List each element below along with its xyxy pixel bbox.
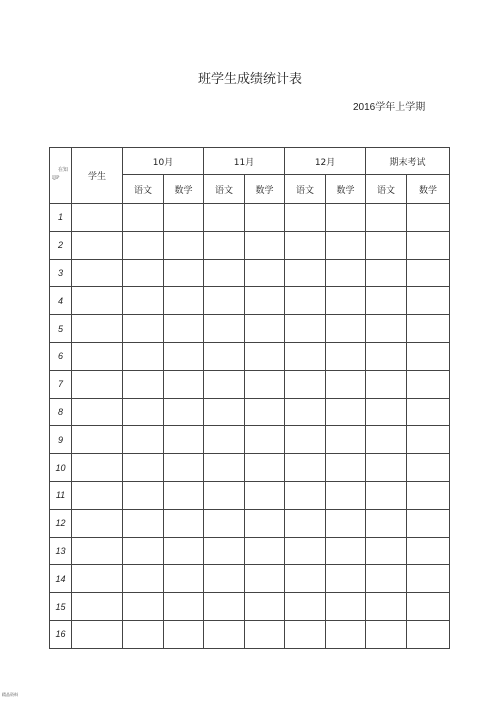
score-cell[interactable] bbox=[326, 398, 366, 426]
score-cell[interactable] bbox=[366, 204, 407, 232]
corner-label-top: 在知 bbox=[58, 167, 69, 173]
page-title: 班学生成绩统计表 bbox=[197, 72, 302, 87]
table-row bbox=[50, 509, 450, 537]
score-cell[interactable] bbox=[285, 426, 326, 454]
footer-note: 精品资料 bbox=[2, 692, 18, 697]
row-number: 13 bbox=[50, 537, 72, 565]
student-name-cell[interactable] bbox=[72, 231, 123, 259]
score-cell[interactable] bbox=[366, 342, 407, 370]
score-cell[interactable] bbox=[245, 204, 285, 232]
score-cell[interactable] bbox=[245, 593, 285, 621]
score-cell[interactable] bbox=[407, 481, 450, 509]
score-cell[interactable] bbox=[366, 620, 407, 648]
score-cell[interactable] bbox=[164, 454, 204, 482]
score-cell[interactable] bbox=[204, 398, 245, 426]
score-cell[interactable] bbox=[326, 481, 366, 509]
student-name-cell[interactable] bbox=[72, 454, 123, 482]
table-row bbox=[50, 204, 450, 232]
score-cell[interactable] bbox=[407, 593, 450, 621]
score-cell[interactable] bbox=[164, 426, 204, 454]
table-row bbox=[50, 593, 450, 621]
student-name-cell[interactable] bbox=[72, 259, 123, 287]
score-cell[interactable] bbox=[285, 315, 326, 343]
score-cell[interactable] bbox=[245, 287, 285, 315]
score-cell[interactable] bbox=[123, 342, 164, 370]
score-cell[interactable] bbox=[326, 509, 366, 537]
score-cell[interactable] bbox=[366, 454, 407, 482]
score-cell[interactable] bbox=[204, 481, 245, 509]
score-cell[interactable] bbox=[164, 593, 204, 621]
score-cell[interactable] bbox=[204, 537, 245, 565]
score-cell[interactable] bbox=[204, 454, 245, 482]
score-cell[interactable] bbox=[285, 204, 326, 232]
score-cell[interactable] bbox=[204, 509, 245, 537]
student-name-cell[interactable] bbox=[72, 509, 123, 537]
table-row bbox=[50, 481, 450, 509]
score-cell[interactable] bbox=[164, 537, 204, 565]
score-cell[interactable] bbox=[366, 370, 407, 398]
score-cell[interactable] bbox=[164, 370, 204, 398]
row-number: 16 bbox=[50, 620, 72, 648]
score-cell[interactable] bbox=[245, 231, 285, 259]
header-row-months bbox=[50, 148, 450, 175]
subject-header: 数学 bbox=[407, 175, 450, 204]
student-name-cell[interactable] bbox=[72, 204, 123, 232]
score-cell[interactable] bbox=[285, 398, 326, 426]
subject-header: 数学 bbox=[164, 175, 204, 204]
score-cell[interactable] bbox=[164, 481, 204, 509]
score-cell[interactable] bbox=[326, 426, 366, 454]
score-cell[interactable] bbox=[326, 342, 366, 370]
score-cell[interactable] bbox=[285, 370, 326, 398]
score-cell[interactable] bbox=[366, 287, 407, 315]
score-cell[interactable] bbox=[285, 537, 326, 565]
score-cell[interactable] bbox=[164, 398, 204, 426]
row-number: 15 bbox=[50, 593, 72, 621]
score-cell[interactable] bbox=[407, 398, 450, 426]
row-number: 8 bbox=[50, 398, 72, 426]
score-cell[interactable] bbox=[123, 315, 164, 343]
score-cell[interactable] bbox=[245, 509, 285, 537]
student-name-cell[interactable] bbox=[72, 315, 123, 343]
table-row bbox=[50, 454, 450, 482]
score-cell[interactable] bbox=[285, 620, 326, 648]
score-cell[interactable] bbox=[285, 454, 326, 482]
score-cell[interactable] bbox=[366, 231, 407, 259]
score-cell[interactable] bbox=[164, 342, 204, 370]
score-cell[interactable] bbox=[285, 259, 326, 287]
table-row bbox=[50, 259, 450, 287]
score-cell[interactable] bbox=[204, 315, 245, 343]
score-cell[interactable] bbox=[245, 342, 285, 370]
score-cell[interactable] bbox=[407, 565, 450, 593]
score-cell[interactable] bbox=[123, 287, 164, 315]
subject-header: 语文 bbox=[204, 175, 245, 204]
score-cell[interactable] bbox=[366, 398, 407, 426]
score-cell[interactable] bbox=[407, 620, 450, 648]
score-cell[interactable] bbox=[123, 426, 164, 454]
table-row bbox=[50, 398, 450, 426]
score-cell[interactable] bbox=[285, 593, 326, 621]
score-cell[interactable] bbox=[123, 204, 164, 232]
table-row bbox=[50, 370, 450, 398]
score-cell[interactable] bbox=[326, 287, 366, 315]
term-label: 2016学年上学期 bbox=[353, 102, 426, 113]
score-cell[interactable] bbox=[407, 370, 450, 398]
score-cell[interactable] bbox=[204, 565, 245, 593]
score-cell[interactable] bbox=[123, 481, 164, 509]
score-cell[interactable] bbox=[245, 398, 285, 426]
row-number: 2 bbox=[50, 231, 72, 259]
score-cell[interactable] bbox=[164, 315, 204, 343]
score-cell[interactable] bbox=[204, 259, 245, 287]
score-cell[interactable] bbox=[164, 620, 204, 648]
score-cell[interactable] bbox=[366, 537, 407, 565]
row-number: 6 bbox=[50, 342, 72, 370]
subject-header: 数学 bbox=[326, 175, 366, 204]
score-cell[interactable] bbox=[326, 370, 366, 398]
student-name-cell[interactable] bbox=[72, 398, 123, 426]
corner-label-bottom: IJP bbox=[52, 175, 60, 181]
month-header: 10月 bbox=[123, 148, 204, 175]
score-cell[interactable] bbox=[407, 287, 450, 315]
score-cell[interactable] bbox=[123, 565, 164, 593]
score-cell[interactable] bbox=[285, 231, 326, 259]
student-name-cell[interactable] bbox=[72, 426, 123, 454]
score-cell[interactable] bbox=[245, 370, 285, 398]
score-cell[interactable] bbox=[204, 370, 245, 398]
score-cell[interactable] bbox=[407, 509, 450, 537]
score-cell[interactable] bbox=[204, 204, 245, 232]
score-cell[interactable] bbox=[164, 287, 204, 315]
score-cell[interactable] bbox=[407, 342, 450, 370]
row-number: 12 bbox=[50, 509, 72, 537]
score-cell[interactable] bbox=[123, 259, 164, 287]
student-name-cell[interactable] bbox=[72, 565, 123, 593]
score-cell[interactable] bbox=[123, 537, 164, 565]
table-row bbox=[50, 231, 450, 259]
score-cell[interactable] bbox=[164, 565, 204, 593]
score-cell[interactable] bbox=[366, 315, 407, 343]
score-cell[interactable] bbox=[164, 204, 204, 232]
score-cell[interactable] bbox=[326, 537, 366, 565]
table-row bbox=[50, 565, 450, 593]
table-row bbox=[50, 342, 450, 370]
student-header: 学生 bbox=[72, 148, 123, 204]
score-cell[interactable] bbox=[326, 620, 366, 648]
score-cell[interactable] bbox=[285, 565, 326, 593]
student-name-cell[interactable] bbox=[72, 481, 123, 509]
score-cell[interactable] bbox=[366, 426, 407, 454]
score-cell[interactable] bbox=[366, 481, 407, 509]
score-cell[interactable] bbox=[366, 259, 407, 287]
row-number: 5 bbox=[50, 315, 72, 343]
student-name-cell[interactable] bbox=[72, 342, 123, 370]
corner-cell bbox=[50, 148, 72, 204]
grade-table bbox=[49, 147, 450, 649]
table-row bbox=[50, 620, 450, 648]
subject-header: 数学 bbox=[245, 175, 285, 204]
subject-header: 语文 bbox=[285, 175, 326, 204]
row-number: 1 bbox=[50, 204, 72, 232]
score-cell[interactable] bbox=[366, 509, 407, 537]
score-cell[interactable] bbox=[366, 593, 407, 621]
score-cell[interactable] bbox=[123, 593, 164, 621]
score-cell[interactable] bbox=[407, 426, 450, 454]
score-cell[interactable] bbox=[326, 259, 366, 287]
score-cell[interactable] bbox=[204, 342, 245, 370]
score-cell[interactable] bbox=[407, 259, 450, 287]
score-cell[interactable] bbox=[326, 565, 366, 593]
score-cell[interactable] bbox=[245, 259, 285, 287]
score-cell[interactable] bbox=[245, 620, 285, 648]
table-row bbox=[50, 426, 450, 454]
score-cell[interactable] bbox=[123, 509, 164, 537]
score-cell[interactable] bbox=[204, 231, 245, 259]
subject-header: 语文 bbox=[123, 175, 164, 204]
score-cell[interactable] bbox=[164, 231, 204, 259]
score-cell[interactable] bbox=[285, 342, 326, 370]
row-number: 3 bbox=[50, 259, 72, 287]
month-header: 12月 bbox=[285, 148, 366, 175]
month-header: 11月 bbox=[204, 148, 285, 175]
student-name-cell[interactable] bbox=[72, 593, 123, 621]
score-cell[interactable] bbox=[164, 259, 204, 287]
subject-header: 语文 bbox=[366, 175, 407, 204]
score-cell[interactable] bbox=[326, 204, 366, 232]
row-number: 14 bbox=[50, 565, 72, 593]
score-cell[interactable] bbox=[123, 370, 164, 398]
score-cell[interactable] bbox=[123, 231, 164, 259]
row-number: 7 bbox=[50, 370, 72, 398]
score-cell[interactable] bbox=[285, 481, 326, 509]
score-cell[interactable] bbox=[245, 481, 285, 509]
score-cell[interactable] bbox=[407, 537, 450, 565]
score-cell[interactable] bbox=[407, 231, 450, 259]
score-cell[interactable] bbox=[245, 565, 285, 593]
score-cell[interactable] bbox=[204, 620, 245, 648]
score-cell[interactable] bbox=[245, 315, 285, 343]
score-cell[interactable] bbox=[164, 509, 204, 537]
student-name-cell[interactable] bbox=[72, 537, 123, 565]
score-cell[interactable] bbox=[123, 398, 164, 426]
score-cell[interactable] bbox=[204, 287, 245, 315]
score-cell[interactable] bbox=[204, 426, 245, 454]
score-cell[interactable] bbox=[407, 315, 450, 343]
row-number: 11 bbox=[50, 481, 72, 509]
score-cell[interactable] bbox=[326, 315, 366, 343]
score-cell[interactable] bbox=[407, 204, 450, 232]
score-cell[interactable] bbox=[326, 231, 366, 259]
table-row bbox=[50, 315, 450, 343]
row-number: 9 bbox=[50, 426, 72, 454]
score-cell[interactable] bbox=[245, 537, 285, 565]
row-number: 4 bbox=[50, 287, 72, 315]
score-cell[interactable] bbox=[326, 593, 366, 621]
score-cell[interactable] bbox=[285, 509, 326, 537]
score-cell[interactable] bbox=[245, 454, 285, 482]
score-cell[interactable] bbox=[407, 454, 450, 482]
table-row bbox=[50, 537, 450, 565]
score-cell[interactable] bbox=[123, 620, 164, 648]
score-cell[interactable] bbox=[285, 287, 326, 315]
score-cell[interactable] bbox=[123, 454, 164, 482]
student-name-cell[interactable] bbox=[72, 287, 123, 315]
table-row bbox=[50, 287, 450, 315]
month-header: 期末考试 bbox=[366, 148, 450, 175]
student-name-cell[interactable] bbox=[72, 370, 123, 398]
score-cell[interactable] bbox=[245, 426, 285, 454]
student-name-cell[interactable] bbox=[72, 620, 123, 648]
row-number: 10 bbox=[50, 454, 72, 482]
score-cell[interactable] bbox=[326, 454, 366, 482]
score-cell[interactable] bbox=[204, 593, 245, 621]
score-cell[interactable] bbox=[366, 565, 407, 593]
